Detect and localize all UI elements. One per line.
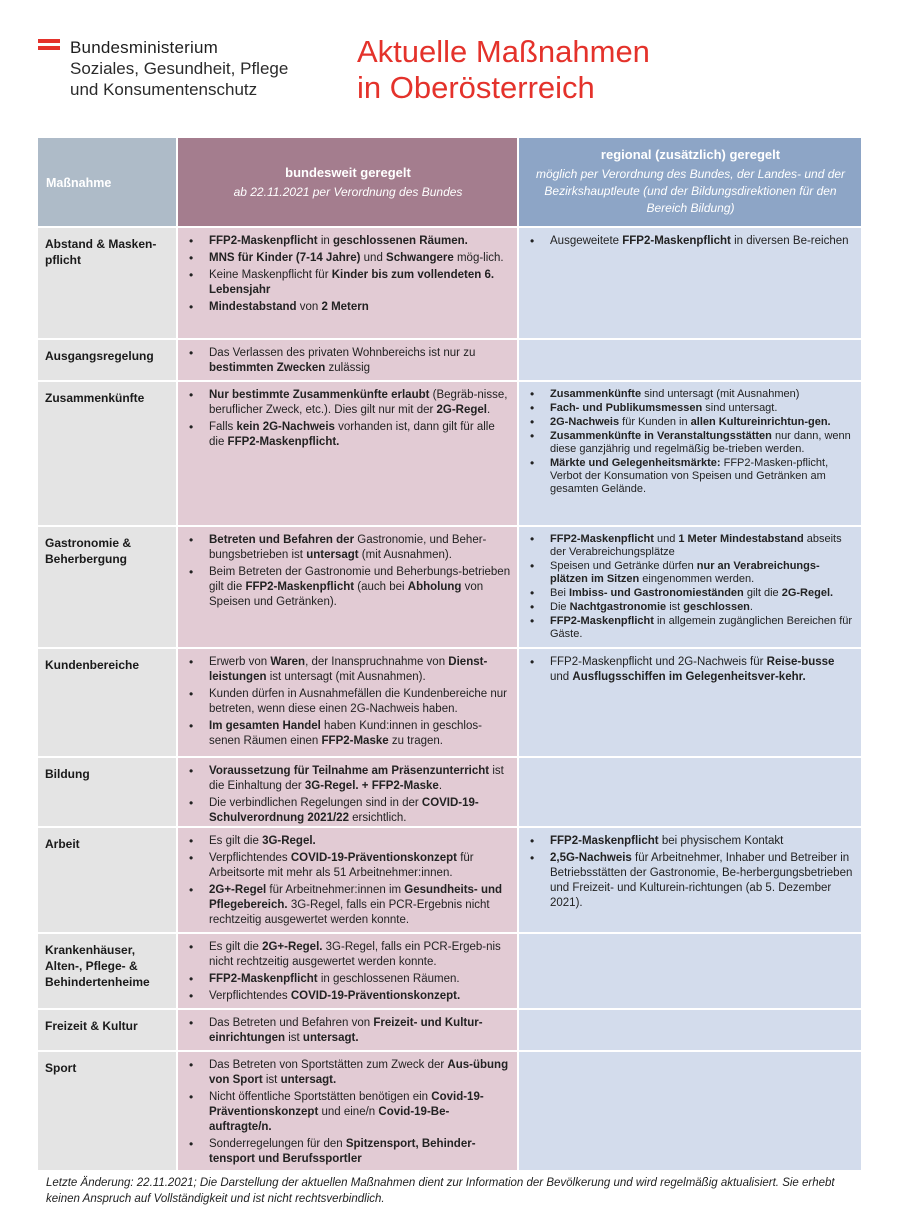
text: in (317, 235, 333, 247)
header-col-regional (519, 138, 861, 226)
bold-text: allen Kultureinrichtun-gen. (690, 416, 831, 428)
text: , der Inanspruchnahme von (305, 656, 449, 668)
measure-label: Kundenbereiche (38, 649, 178, 756)
bold-text: Freizeit- und Kultur-einrichtungen (209, 1017, 483, 1044)
list-item (526, 834, 855, 849)
list-item (185, 796, 511, 826)
text: . (438, 780, 443, 792)
page-title-line-1: Aktuelle Maßnahmen (357, 34, 650, 69)
regional-rules (519, 340, 861, 380)
bold-text: COVID-19-Schulverordnung 2021/22 (209, 797, 479, 824)
text: Das Betreten und Befahren von (209, 1017, 374, 1029)
list-item (185, 851, 511, 881)
text: (Begräb-nisse, beruflicher Zweck, etc.). Dies gilt nur mit der (209, 389, 508, 416)
federal-rules-list (185, 1058, 511, 1167)
text: FFP2-Maskenpflicht und 2G-Nachweis für (550, 656, 767, 668)
bold-text: Betreten und Befahren der (209, 534, 355, 546)
regional-rules (519, 649, 861, 756)
page-header (0, 0, 900, 135)
bold-text: Gesundheits- und Pflegebereich. (209, 884, 503, 911)
text: für Arbeitsorte mit mehr als 51 Arbeitnehmer:innen. (209, 852, 474, 879)
bold-text: 2,5G-Nachweis (550, 852, 632, 864)
text: Kunden dürfen in Ausnahmefällen die Kundenbereiche nur betreten, wenn diese einen 2G-Nachweis haben. (209, 688, 507, 715)
text: (mit Ausnahmen). (358, 549, 452, 561)
table-row (38, 934, 861, 1010)
text: zu tragen. (388, 735, 443, 747)
bold-text: Zusammenkünfte in Veranstaltungsstätten (550, 430, 772, 442)
regional-rules-list (526, 655, 855, 685)
text: Das Betreten von Sportstätten zum Zweck der (209, 1059, 448, 1071)
regional-rules (519, 934, 861, 1008)
list-item (526, 234, 855, 249)
table-header-row (38, 138, 861, 228)
measure-label: Bildung (38, 758, 178, 826)
federal-rules-list (185, 346, 511, 376)
bold-text: untersagt. (302, 1032, 359, 1044)
text: 3G-Regel, falls ein PCR-Ergeb-nis nicht rechtzeitig ausgewertet werden konnte. (209, 941, 501, 968)
list-item (185, 300, 511, 315)
bold-text: Covid-19-Präventionskonzept (209, 1091, 484, 1118)
text: Die (550, 601, 570, 613)
header-federal-title: bundesweit geregelt (285, 165, 411, 180)
ministry-line-2: Soziales, Gesundheit, Pflege (70, 59, 289, 78)
bold-text: untersagt (306, 549, 359, 561)
text: ist die Einhaltung der (209, 765, 504, 792)
federal-rules (178, 758, 519, 826)
text: zulässig (325, 362, 371, 374)
text: ist untersagt (mit Ausnahmen). (266, 671, 426, 683)
bold-text: MNS für Kinder (7-14 Jahre) (209, 252, 361, 264)
bold-text: 3G-Regel. + FFP2-Maske (304, 780, 439, 792)
bold-text: Abholung (407, 581, 462, 593)
list-item (526, 615, 855, 641)
measure-label: Zusammenkünfte (38, 382, 178, 525)
text: abseits der Verabreichungsplätze (550, 533, 842, 558)
text: Nicht öffentliche Sportstätten benötigen ein (209, 1091, 432, 1103)
text: vorhanden ist, dann gilt für alle die (209, 421, 495, 448)
list-item (185, 1016, 511, 1046)
text: . (749, 601, 753, 613)
measure-label: Krankenhäuser, Alten-, Pflege- & Behindertenheime (38, 934, 178, 1008)
header-regional-title: regional (zusätzlich) geregelt (600, 147, 781, 162)
measures-table (38, 138, 861, 1172)
bold-text: FFP2-Maskenpflicht (622, 235, 731, 247)
text: haben Kund:innen in geschlos-senen Räumen einen (209, 720, 482, 747)
bold-text: Im gesamten Handel (209, 720, 321, 732)
list-item (526, 416, 855, 429)
text: in diversen Be-reichen (730, 235, 849, 247)
text: sind untersagt. (702, 402, 778, 414)
measure-label: Freizeit & Kultur (38, 1010, 178, 1050)
bold-text: Märkte und Gelegenheitsmärkte: (550, 457, 721, 469)
text: Erwerb von (209, 656, 271, 668)
federal-rules (178, 649, 519, 756)
text: und eine/n (318, 1106, 379, 1118)
federal-rules (178, 1010, 519, 1050)
text: und (550, 671, 573, 683)
federal-rules-list (185, 234, 511, 315)
list-item (185, 234, 511, 249)
list-item (185, 1090, 511, 1135)
list-item (526, 430, 855, 456)
text: ist (666, 601, 684, 613)
text: Sonderregelungen für den (209, 1138, 346, 1150)
regional-rules-list (526, 388, 855, 496)
header-col-federal (178, 138, 519, 226)
text: ersichtlich. (348, 812, 407, 824)
text: und (653, 533, 679, 545)
ministry-line-1: Bundesministerium (70, 38, 218, 57)
bold-text: Nur bestimmte Zusammenkünfte erlaubt (209, 389, 430, 401)
list-item (526, 851, 855, 911)
list-item (185, 1058, 511, 1088)
text: Verpflichtendes (209, 852, 291, 864)
footer-note: Letzte Änderung: 22.11.2021; Die Darstellung der aktuellen Maßnahmen dient zur Information der Bevölkerung und wird regelmäßig aktualisiert. Sie erhebt keinen Anspruch auf Vollständigkeit und ist nicht rechtsverbindlich. (46, 1177, 835, 1205)
federal-rules (178, 382, 519, 525)
bold-text: Kinder bis zum vollendeten 6. Lebensjahr (209, 269, 495, 296)
table-row (38, 649, 861, 758)
bold-text: 3G-Regel. (262, 835, 316, 847)
federal-rules (178, 340, 519, 380)
bold-text: COVID-19-Präventionskonzept. (290, 990, 461, 1002)
federal-rules-list (185, 764, 511, 826)
table-row (38, 1010, 861, 1052)
measure-label: Arbeit (38, 828, 178, 932)
text: Bei (550, 587, 569, 599)
measure-label: Sport (38, 1052, 178, 1170)
bold-text: 2 Metern (321, 301, 369, 313)
regional-rules-list (526, 834, 855, 911)
list-item (185, 251, 511, 266)
federal-rules-list (185, 940, 511, 1004)
list-item (185, 940, 511, 970)
text: Verpflichtendes (209, 990, 291, 1002)
list-item (526, 402, 855, 415)
federal-rules (178, 1052, 519, 1170)
measure-label: Gastronomie & Beherbergung (38, 527, 178, 647)
regional-rules-list (526, 533, 855, 641)
bold-text: bestimmten Zwecken (209, 362, 326, 374)
list-item (185, 883, 511, 928)
regional-rules (519, 758, 861, 826)
list-item (526, 560, 855, 586)
bold-text: nur an Verabreichungs-plätzen im Sitzen (550, 560, 820, 585)
text: eingenommen werden. (639, 573, 755, 585)
bold-text: Fach- und Publikumsmessen (550, 402, 703, 414)
list-item (185, 989, 511, 1004)
list-item (185, 420, 511, 450)
table-row (38, 828, 861, 934)
bold-text: 2G-Regel (436, 404, 488, 416)
list-item (526, 457, 855, 496)
list-item (185, 388, 511, 418)
text: ist (285, 1032, 303, 1044)
page-title (357, 34, 650, 106)
bold-text: 2G+-Regel. (262, 941, 323, 953)
text: von Speisen und Getränken). (209, 581, 484, 608)
measure-label: Ausgangsregelung (38, 340, 178, 380)
federal-rules (178, 828, 519, 932)
text: und (360, 252, 387, 264)
text: . (487, 404, 491, 416)
federal-rules-list (185, 388, 511, 450)
bold-text: FFP2-Maskenpflicht (209, 235, 318, 247)
list-item (185, 268, 511, 298)
bold-text: FFP2-Maskenpflicht (550, 533, 654, 545)
bold-text: Mindestabstand (209, 301, 297, 313)
bold-text: Covid-19-Be-auftragte/n. (209, 1106, 450, 1133)
list-item (185, 972, 511, 987)
text: Keine Maskenpflicht für (209, 269, 332, 281)
text: Es gilt die (209, 941, 263, 953)
text: Das Verlassen des privaten Wohnbereichs ist nur zu (209, 347, 476, 359)
bold-text: Imbiss- und Gastronomieständen (568, 587, 744, 599)
bold-text: Dienst-leistungen (209, 656, 488, 683)
bold-text: 2G+-Regel (209, 884, 267, 896)
bold-text: Zusammenkünfte (550, 388, 642, 400)
regional-rules (519, 228, 861, 338)
text: für Arbeitnehmer:innen im (266, 884, 405, 896)
list-item (526, 388, 855, 401)
list-item (185, 1137, 511, 1167)
table-row (38, 382, 861, 527)
regional-rules (519, 1010, 861, 1050)
federal-rules (178, 228, 519, 338)
list-item (185, 764, 511, 794)
regional-rules-list (526, 234, 855, 249)
bold-text: FFP2-Maskenpflicht (245, 581, 355, 593)
bold-text: untersagt. (280, 1074, 337, 1086)
federal-rules (178, 527, 519, 647)
bold-text: 1 Meter Mindestabstand (678, 533, 804, 545)
bold-text: Voraussetzung für Teilnahme am Präsenzunterricht (209, 765, 490, 777)
table-row (38, 758, 861, 828)
bold-text: Waren (270, 656, 306, 668)
text: nur dann, wenn diese ganzjährig und regelmäßig be-trieben werden. (550, 430, 851, 455)
text: gilt die (743, 587, 782, 599)
list-item (185, 533, 511, 563)
text: ist (262, 1074, 281, 1086)
list-item (526, 587, 855, 600)
bold-text: 2G-Regel. (781, 587, 834, 599)
bold-text: geschlossen (683, 601, 750, 613)
text: für Kunden in (619, 416, 691, 428)
measure-label: Abstand & Masken-pflicht (38, 228, 178, 338)
bold-text: FFP2-Maskenpflicht (550, 835, 659, 847)
federal-rules-list (185, 655, 511, 749)
text: von (296, 301, 322, 313)
page-title-line-2: in Oberösterreich (357, 70, 595, 105)
bold-text: geschlossenen Räumen. (332, 235, 468, 247)
text: in allgemein zugänglichen Bereichen für Gäste. (550, 615, 853, 640)
list-item (526, 601, 855, 614)
ministry-line-3: und Konsumentenschutz (70, 80, 258, 99)
list-item (526, 533, 855, 559)
list-item (185, 834, 511, 849)
text: Ausgeweitete (550, 235, 623, 247)
table-row (38, 340, 861, 382)
table-row (38, 228, 861, 340)
list-item (185, 655, 511, 685)
table-row (38, 527, 861, 649)
federal-rules-list (185, 1016, 511, 1046)
federal-rules-list (185, 834, 511, 928)
header-regional-subtitle: möglich per Verordnung des Bundes, der Landes- und der Bezirkshauptleute (und der Bildungsdirektionen für den Bereich Bildung) (535, 167, 846, 215)
bold-text: FFP2-Maskenpflicht. (227, 436, 340, 448)
text: Beim Betreten der Gastronomie und Beherbungs-betrieben gilt die (209, 566, 511, 593)
list-item (185, 687, 511, 717)
text: 3G-Regel, falls ein PCR-Ergebnis nicht rechtzeitig ausgewertet werden konnte. (209, 899, 490, 926)
federal-rules-list (185, 533, 511, 610)
text: Die verbindlichen Regelungen sind in der (209, 797, 422, 809)
federal-rules (178, 934, 519, 1008)
text: Falls (209, 421, 237, 433)
list-item (185, 719, 511, 749)
text: bei physischem Kontakt (658, 835, 784, 847)
text: mög-lich. (453, 252, 504, 264)
text: Speisen und Getränke dürfen (550, 560, 697, 572)
bold-text: Spitzensport, Behinder-tensport und Berufssportler (209, 1138, 476, 1165)
text: in geschlossenen Räumen. (317, 973, 460, 985)
ministry-name (70, 37, 288, 100)
list-item (185, 346, 511, 376)
header-federal-subtitle: ab 22.11.2021 per Verordnung des Bundes (233, 185, 463, 199)
regional-rules (519, 382, 861, 525)
bold-text: FFP2-Maskenpflicht (550, 615, 654, 627)
regional-rules (519, 1052, 861, 1170)
table-row (38, 1052, 861, 1172)
bold-text: COVID-19-Präventionskonzept (290, 852, 457, 864)
list-item (185, 565, 511, 610)
bold-text: Nachtgastronomie (569, 601, 667, 613)
regional-rules (519, 527, 861, 647)
text: FFP2-Masken-pflicht, Verbot der Konsumation von Speisen und Getränken am gesamten Gelände. (550, 457, 829, 495)
text: (auch bei (354, 581, 408, 593)
list-item (526, 655, 855, 685)
text: für Arbeitnehmer, Inhaber und Betreiber in Betriebsstätten der Gastronomie, Be-herbergungsbetrieben und Freizeit- und Kulturein-richtungen (ab 5. Dezember 2021). (550, 852, 853, 909)
bold-text: kein 2G-Nachweis (236, 421, 335, 433)
bold-text: Aus-übung von Sport (209, 1059, 509, 1086)
bold-text: Schwangere (386, 252, 454, 264)
bold-text: FFP2-Maske (321, 735, 389, 747)
regional-rules (519, 828, 861, 932)
bold-text: 2G-Nachweis (550, 416, 620, 428)
text: sind untersagt (mit Ausnahmen) (641, 388, 800, 400)
bold-text: Reise-busse (766, 656, 835, 668)
bold-text: FFP2-Maskenpflicht (209, 973, 318, 985)
text: Gastronomie, und Beher-bungsbetrieben ist (209, 534, 487, 561)
header-col-measure: Maßnahme (38, 138, 178, 226)
text: Es gilt die (209, 835, 263, 847)
bold-text: Ausflugsschiffen im Gelegenheitsver-kehr. (572, 671, 806, 683)
austria-flag-icon (38, 39, 60, 53)
